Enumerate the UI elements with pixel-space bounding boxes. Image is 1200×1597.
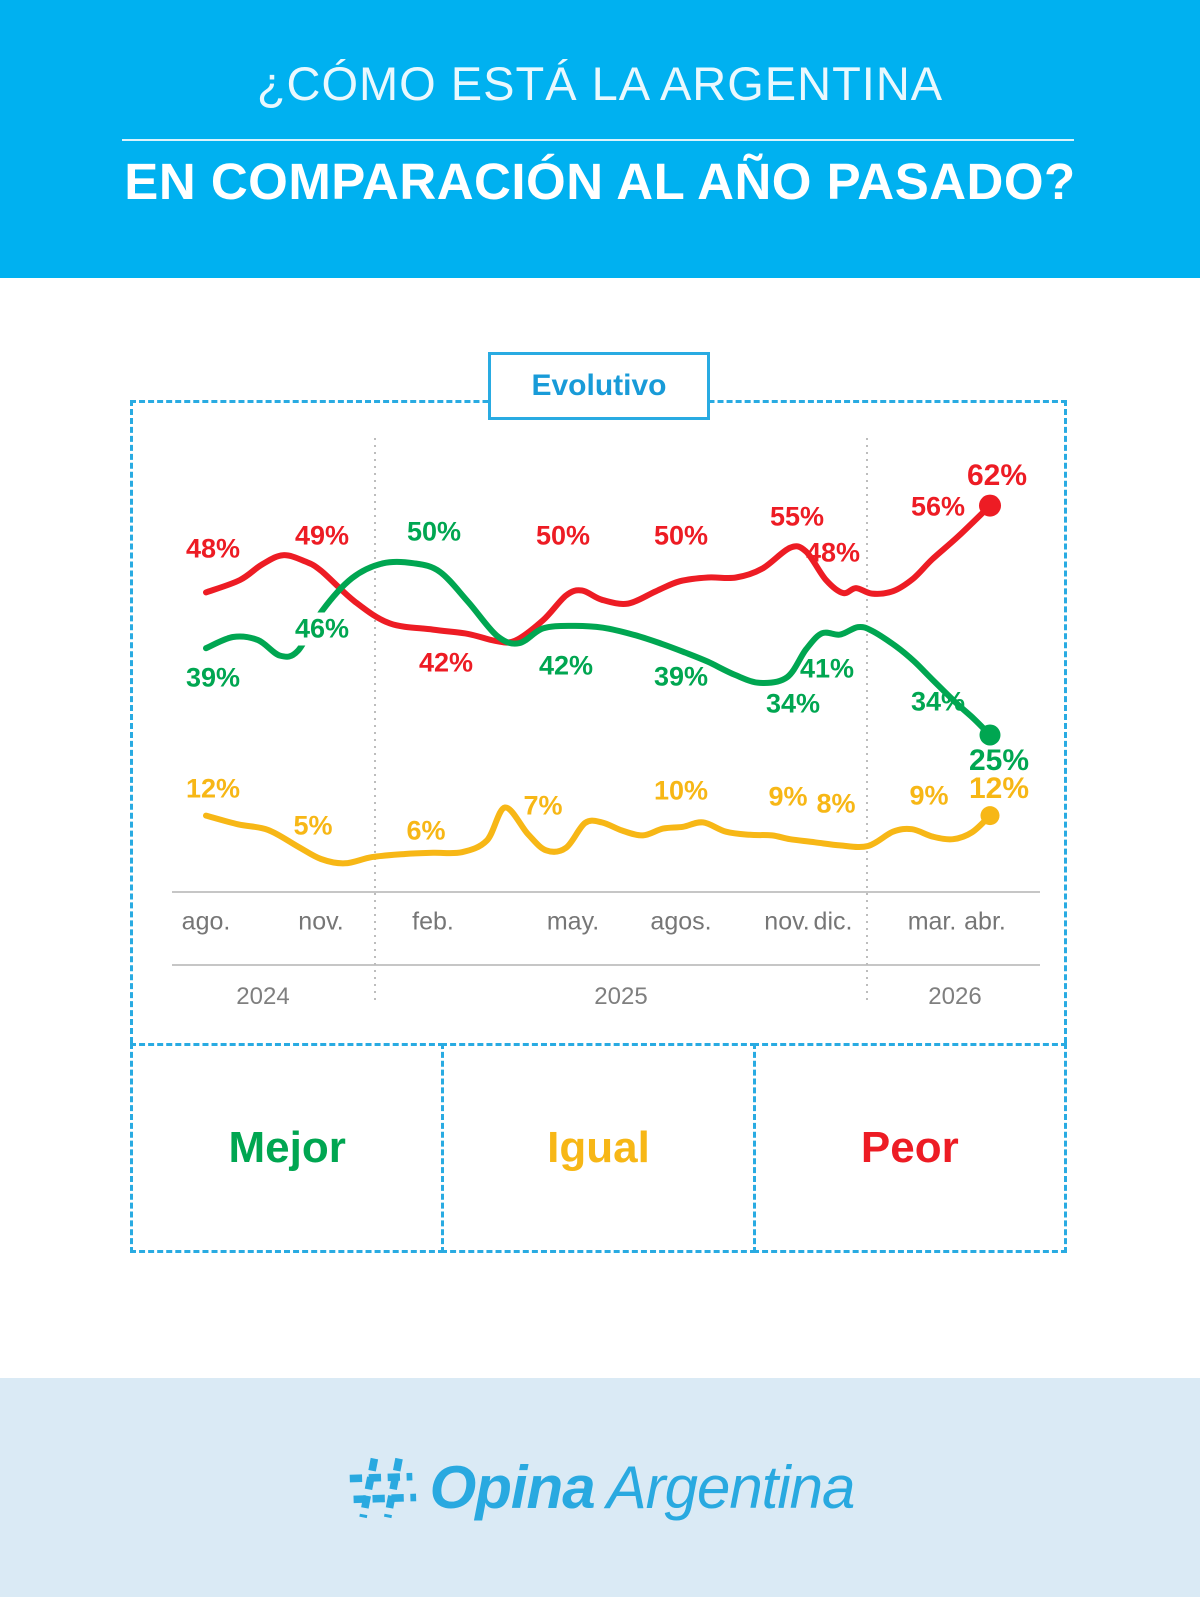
x-axis-year-tick: 2026 (928, 983, 982, 1010)
data-label-peor: 62% (966, 459, 1028, 492)
data-label-mejor: 41% (799, 653, 855, 684)
data-label-mejor: 46% (291, 613, 353, 646)
data-label-mejor: 50% (406, 516, 462, 547)
data-label-igual: 8% (816, 788, 856, 819)
x-axis-month-tick: abr. (964, 907, 1006, 936)
data-label-mejor: 25% (968, 744, 1030, 777)
data-label-peor: 55% (769, 501, 825, 532)
x-axis-month-tick: agos. (650, 907, 712, 936)
data-label-igual: 9% (909, 780, 949, 811)
data-label-igual: 9% (768, 781, 808, 812)
x-axis-month-tick: mar. (907, 907, 957, 936)
legend-box-mejor (130, 1043, 444, 1253)
data-label-igual: 12% (185, 773, 241, 804)
data-label-peor: 50% (535, 520, 591, 551)
data-label-igual: 12% (968, 772, 1030, 805)
title-line-2: EN COMPARACIÓN AL AÑO PASADO? (124, 153, 1076, 210)
logo-text-opina: Opina (429, 1454, 595, 1521)
header-banner (0, 0, 1200, 278)
x-axis-year-tick: 2025 (594, 983, 648, 1010)
footer (0, 1378, 1200, 1597)
data-label-igual: 6% (406, 815, 446, 846)
hashtag-icon (346, 1453, 418, 1523)
legend-label-peor: Peor (860, 1123, 959, 1172)
x-axis-month-tick: ago. (181, 907, 231, 936)
legend-box-igual (441, 1043, 755, 1253)
data-label-igual: 10% (653, 775, 709, 806)
data-label-peor: 48% (185, 533, 241, 564)
data-label-igual: 7% (523, 790, 563, 821)
data-label-mejor: 39% (185, 662, 241, 693)
opina-argentina-logo (346, 1453, 855, 1523)
legend-box-peor (753, 1043, 1067, 1253)
data-label-mejor: 39% (653, 661, 709, 692)
title-separator (122, 139, 1074, 141)
x-axis-month-tick: nov. (298, 907, 344, 936)
chart-panel (130, 400, 1067, 1043)
data-label-peor: 48% (805, 537, 861, 568)
title-line-1: ¿CÓMO ESTÁ LA ARGENTINA (256, 57, 944, 110)
x-axis-year-tick: 2024 (236, 983, 290, 1010)
data-label-mejor: 42% (538, 650, 594, 681)
legend-label-mejor: Mejor (228, 1123, 346, 1172)
data-label-peor: 56% (910, 491, 966, 522)
x-axis-month-tick: dic. (813, 907, 853, 936)
legend-row (130, 1043, 1067, 1253)
data-label-peor: 50% (653, 520, 709, 551)
line-chart (130, 400, 1067, 1043)
data-label-igual: 5% (293, 810, 333, 841)
data-label-mejor: 34% (765, 688, 821, 719)
x-axis-month-tick: feb. (412, 907, 454, 936)
legend-label-igual: Igual (547, 1123, 650, 1172)
evolutivo-tag: Evolutivo (488, 352, 710, 420)
data-label-peor: 49% (294, 520, 350, 551)
logo-text-argentina: Argentina (606, 1454, 855, 1521)
x-axis-month-tick: nov. (764, 907, 810, 936)
x-axis-month-tick: may. (546, 907, 600, 936)
data-label-peor: 42% (418, 647, 474, 678)
data-label-mejor: 34% (910, 686, 966, 717)
